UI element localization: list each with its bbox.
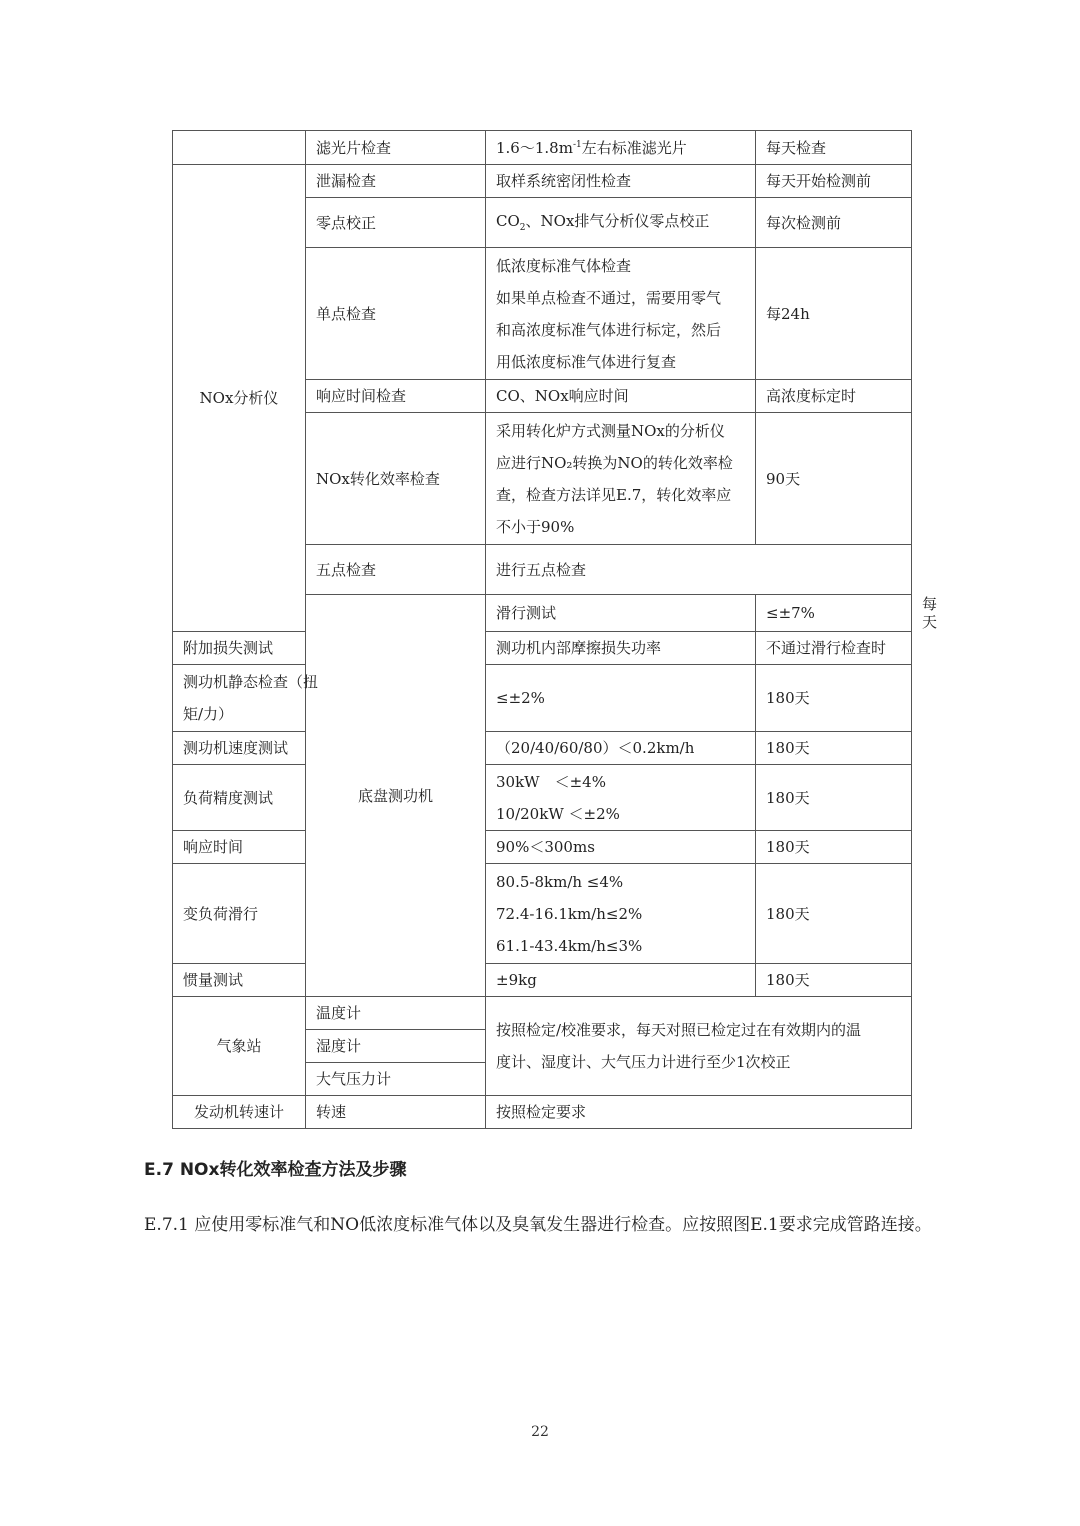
- content-text: 左右标准滤光片: [581, 138, 687, 157]
- item-line: 矩/力）: [183, 705, 234, 723]
- item-cell: 五点检查: [306, 545, 486, 595]
- content-cell: 测功机内部摩擦损失功率: [486, 632, 756, 665]
- table-row: [173, 997, 912, 1030]
- content-line: 和高浓度标准气体进行标定，然后: [496, 320, 722, 339]
- content-line: 用低浓度标准气体进行复查: [496, 352, 677, 371]
- content-line: 61.1-43.4km/h≤3%: [496, 936, 643, 955]
- item-cell: 响应时间: [173, 831, 306, 864]
- item-cell: NOx转化效率检查: [306, 413, 486, 545]
- content-line: 72.4-16.1km/h≤2%: [496, 904, 643, 923]
- content-cell: [486, 864, 756, 964]
- frequency-cell: 不通过滑行检查时: [756, 632, 912, 665]
- item-cell: 转速: [306, 1096, 486, 1129]
- item-cell: 滑行测试: [486, 595, 756, 632]
- calibration-table: [172, 130, 938, 1129]
- item-cell: [173, 665, 319, 732]
- item-cell: 附加损失测试: [173, 632, 306, 665]
- item-cell: 大气压力计: [306, 1063, 486, 1096]
- item-line: 测功机静态检查（扭: [183, 673, 319, 691]
- table-row: [173, 964, 912, 997]
- frequency-cell: 180天: [756, 732, 912, 765]
- table-row: [173, 765, 912, 831]
- content-cell: （20/40/60/80）＜0.2km/h: [486, 732, 756, 765]
- section-heading: E.7 NOx转化效率检查方法及步骤: [144, 1160, 407, 1180]
- content-line: 低浓度标准气体检查: [496, 256, 632, 275]
- content-cell: 进行五点检查: [486, 545, 912, 595]
- frequency-cell: 高浓度标定时: [756, 380, 912, 413]
- category-cell-empty: [173, 131, 306, 165]
- frequency-cell: 每天开始检测前: [756, 165, 912, 198]
- content-cell: ≤±7%: [756, 595, 912, 632]
- item-cell: 滤光片检查: [306, 131, 486, 165]
- table-row: [173, 864, 912, 964]
- content-cell: [486, 413, 756, 545]
- frequency-cell: 180天: [756, 964, 912, 997]
- frequency-cell: 180天: [756, 864, 912, 964]
- frequency-cell: 180天: [756, 665, 912, 732]
- table-row: [173, 165, 912, 198]
- content-line: 不小于90%: [496, 517, 575, 536]
- item-cell: 变负荷滑行: [173, 864, 306, 964]
- content-cell: [486, 997, 912, 1096]
- table-row: [173, 632, 912, 665]
- item-cell: 零点校正: [306, 198, 486, 248]
- table-row: [173, 732, 912, 765]
- frequency-cell: 90天: [756, 413, 912, 545]
- content-text: 1.6～1.8m: [496, 138, 573, 157]
- content-line: 按照检定/校准要求，每天对照已检定过在有效期内的温: [496, 1021, 862, 1039]
- table-row: [173, 131, 912, 165]
- table-row: [173, 1096, 912, 1129]
- frequency-cell: 每24h: [756, 248, 912, 380]
- item-cell: 单点检查: [306, 248, 486, 380]
- frequency-cell: 每天检查: [756, 131, 912, 165]
- item-cell: 负荷精度测试: [173, 765, 306, 831]
- content-line: 10/20kW ＜±2%: [496, 804, 620, 823]
- table-row: [173, 831, 912, 864]
- content-text: CO: [496, 211, 520, 230]
- item-cell: 惯量测试: [173, 964, 306, 997]
- category-cell-weather-station: 气象站: [173, 997, 306, 1096]
- content-cell: [486, 198, 756, 248]
- page-number: 22: [531, 1424, 549, 1440]
- content-line: 应进行NO₂转换为NO的转化效率检: [496, 453, 733, 472]
- content-cell: 90%＜300ms: [486, 831, 756, 864]
- item-cell: 泄漏检查: [306, 165, 486, 198]
- superscript: -1: [572, 139, 582, 150]
- item-cell: 湿度计: [306, 1030, 486, 1063]
- table-row: [173, 665, 912, 732]
- category-cell-chassis-dyno: 底盘测功机: [306, 595, 486, 997]
- item-cell: 响应时间检查: [306, 380, 486, 413]
- item-cell: 测功机速度测试: [173, 732, 306, 765]
- content-cell: ±9kg: [486, 964, 756, 997]
- content-cell: 取样系统密闭性检查: [486, 165, 756, 198]
- content-cell: 按照检定要求: [486, 1096, 912, 1129]
- category-cell-tachometer: 发动机转速计: [173, 1096, 306, 1129]
- frequency-cell: 每次检测前: [756, 198, 912, 248]
- content-line: 30kW ＜±4%: [496, 772, 606, 791]
- content-line: 采用转化炉方式测量NOx的分析仪: [496, 421, 725, 440]
- content-line: 如果单点检查不通过，需要用零气: [496, 288, 722, 307]
- section-paragraph: E.7.1 应使用零标准气和NO低浓度标准气体以及臭氧发生器进行检查。应按照图E.1要求完成管路连接。: [144, 1215, 932, 1235]
- content-line: 度计、湿度计、大气压力计进行至少1次校正: [496, 1053, 791, 1071]
- item-cell: 温度计: [306, 997, 486, 1030]
- content-cell: CO、NOx响应时间: [486, 380, 756, 413]
- subscript: 2: [519, 222, 526, 233]
- content-cell: ≤±2%: [486, 665, 756, 732]
- category-cell-nox-analyzer: NOx分析仪: [173, 165, 306, 632]
- table-row: 底盘测功机 滑行测试 ≤±7% 每天: [173, 595, 912, 632]
- frequency-cell: 180天: [756, 831, 912, 864]
- content-cell: [486, 248, 756, 380]
- content-cell: [486, 131, 756, 165]
- content-text: 、NOx排气分析仪零点校正: [525, 211, 710, 230]
- frequency-cell: 180天: [756, 765, 912, 831]
- content-line: 80.5-8km/h ≤4%: [496, 872, 624, 891]
- content-line: 查，检查方法详见E.7，转化效率应: [496, 485, 732, 504]
- content-cell: [486, 765, 756, 831]
